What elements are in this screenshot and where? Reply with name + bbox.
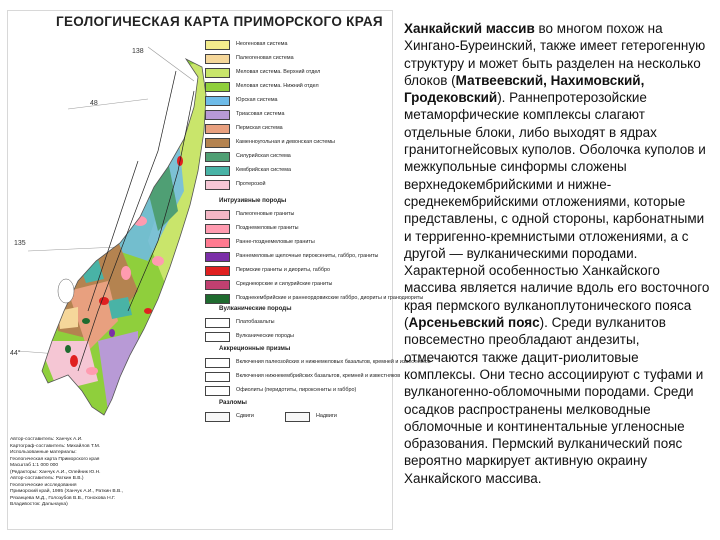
legend-swatch [205, 96, 230, 106]
coord-138: 138 [132, 48, 144, 55]
legend-label: Палеогеновые граниты [236, 211, 295, 217]
legend-label: Офиолиты (перидотиты, пироксениты и габбро) [236, 387, 357, 393]
legend-item [205, 165, 387, 177]
legend-faults [205, 411, 387, 423]
legend-item [205, 109, 387, 121]
legend-label: Включения палеозойских и нижнемеловых базальтов, кремней и известняков [236, 359, 431, 365]
map-units [8, 51, 228, 431]
legend-swatch [205, 294, 230, 304]
legend-label: Меловая система. Нижний отдел [236, 83, 319, 89]
legend-swatch [205, 372, 230, 382]
fault-label: Сдвиги [236, 413, 254, 419]
legend-heading: Аккреционные призмы [219, 345, 291, 352]
map-title: ГЕОЛОГИЧЕСКАЯ КАРТА ПРИМОРСКОГО КРАЯ [56, 14, 383, 29]
legend-label: Кембрийская система [236, 167, 291, 173]
khanka-massif-term: Ханкайский массив [404, 21, 535, 36]
legend-swatch [205, 82, 230, 92]
legend-swatch [205, 180, 230, 190]
legend-heading: Интрузивные породы [219, 197, 287, 204]
legend-item [205, 123, 387, 135]
legend-label: Юрская система [236, 97, 278, 103]
legend-label: Неогеновая система [236, 41, 288, 47]
legend-label: Триасовая система [236, 111, 285, 117]
legend-swatch [205, 358, 230, 368]
legend-item [205, 53, 387, 65]
credit-line: (Редакторы: Ханчук А.И., Олейник Ю.Н. [10, 469, 101, 475]
arsenyev-belt-term: Арсеньевский пояс [408, 315, 540, 331]
legend-item [205, 209, 387, 221]
legend-item [205, 385, 387, 397]
credit-line: Автор-составитель: Раткин В.В.) [10, 476, 84, 481]
legend-swatch [205, 110, 230, 120]
legend-item [205, 371, 401, 383]
legend-item [205, 95, 387, 107]
legend-item [205, 179, 387, 191]
legend-item [205, 251, 387, 263]
legend-item [205, 67, 387, 79]
legend-label: Пермские граниты и диориты, габбро [236, 267, 330, 273]
legend-swatch [205, 318, 230, 328]
legend-swatch [205, 40, 230, 50]
text-segment: во многом похож на Хингано-Буреинский, также имеет гетерогенную структуру и может быть разделен на несколько блоков ( [404, 21, 706, 88]
credit-line: Картограф-составитель: Михайлов Т.М. [10, 443, 101, 449]
legend-swatch [205, 166, 230, 176]
legend-item [205, 357, 431, 369]
legend-swatch [205, 152, 230, 162]
credit-line: Владивосток: Дальнаука) [10, 502, 68, 507]
legend-label: Палеогеновая система [236, 55, 294, 61]
geological-map [7, 10, 431, 530]
legend-label: Среднеюрские и силурийские граниты [236, 281, 333, 287]
credit-line: Геологическая карта Приморского края [10, 456, 100, 462]
slide-body-text [404, 20, 710, 487]
credit-line: Рязанцева М.Д., Голозубов В.В., Гонохова Н.Г. [10, 495, 116, 501]
legend-swatch [205, 138, 230, 148]
credit-line: Использованные материалы: [10, 450, 77, 455]
fault-swatch [285, 412, 310, 422]
legend-swatch [205, 54, 230, 64]
legend-item [205, 237, 387, 249]
text-segment: ). Раннепротерозойские метаморфические комплексы слагают отдельные блоки, либо выходят в ядрах гранитогнейсовых куполов. Оболочка куполов и межкупольные синформы сложены верхнедокембрийскими и нижне-среднекембрийскими отложениями, которые представлены, с одной стороны, карбонатными и терригенно-кремнистыми отложениями, а с другой — вулканическими породами. Характерной особенностью Ханкайского массива является наличие вдоль его восточного края пермского вулканоплутонического пояса ( [404, 90, 710, 331]
legend-label: Позднекембрийские и раннеордовикские габбро, диориты и гранодиориты [236, 295, 424, 301]
legend-swatch [205, 280, 230, 290]
legend-swatch [205, 386, 230, 396]
legend-swatch [205, 68, 230, 78]
legend-item [205, 223, 387, 235]
legend-item [205, 137, 387, 149]
legend-label: Каменноугольная и девонская системы [236, 139, 335, 145]
fault-label: Надвиги [316, 413, 337, 419]
legend-swatch [205, 252, 230, 262]
legend-item [205, 151, 387, 163]
legend-swatch [205, 224, 230, 234]
legend-swatch [205, 266, 230, 276]
credit-line: Геологические исследования [10, 482, 77, 488]
legend-label: Протерозой [236, 181, 266, 187]
legend-item [205, 331, 387, 343]
legend-item [205, 265, 387, 277]
block-names: Матвеевский, Нахимовский, Гродековский [404, 72, 645, 106]
text-segment: ). Среди вулканитов повсеместно преобладают андезиты, отмечаются также дацит-риолитовые комплексы. Они тесно ассоциируют с туфами и вулканогенно-обломочными породами. Среди осадков распространены мелководные обломочные и континентальные угленосные образования. Пермский вулканический пояс вероятно маркирует активную окраину Ханкайского массива. [404, 315, 704, 486]
map-credits [10, 437, 185, 509]
legend-label: Ранне-позднемеловые граниты [236, 239, 315, 245]
legend-label: Пермская система [236, 125, 283, 131]
legend-item [205, 81, 387, 93]
coord-135: 135 [14, 240, 26, 247]
fault-swatch [205, 412, 230, 422]
legend-label: Включения нижнекембрийских базальтов, кремней и известняков [236, 373, 401, 379]
credit-line: Приморский край, 1995 (Ханчук А.И., Раткин В.В., [10, 489, 123, 494]
legend-heading: Вулканические породы [219, 305, 292, 312]
legend-swatch [205, 332, 230, 342]
coord-44: 44° [10, 350, 21, 357]
lake-khanka [58, 279, 74, 303]
legend-label: Меловая система. Верхний отдел [236, 69, 321, 75]
legend-label: Платобазальты [236, 319, 275, 325]
legend-swatch [205, 238, 230, 248]
credit-line: Масштаб 1:1 000 000 [10, 463, 59, 468]
body-paragraph [404, 20, 710, 487]
coord-48: 48 [90, 100, 98, 107]
legend-item [205, 293, 424, 305]
legend-item [205, 39, 387, 51]
legend-heading: Разломы [219, 399, 247, 406]
legend-swatch [205, 210, 230, 220]
legend-label: Вулканические породы [236, 333, 294, 339]
legend-swatch [205, 124, 230, 134]
legend-label: Силурийская система [236, 153, 291, 159]
legend-item [205, 279, 387, 291]
legend-label: Позднемеловые граниты [236, 225, 299, 231]
credit-line: Автор-составитель: Ханчук А.И. [10, 437, 83, 442]
legend-label: Раннемеловые щелочные пироксениты, габбро, граниты [236, 253, 379, 259]
legend-item [205, 317, 387, 329]
